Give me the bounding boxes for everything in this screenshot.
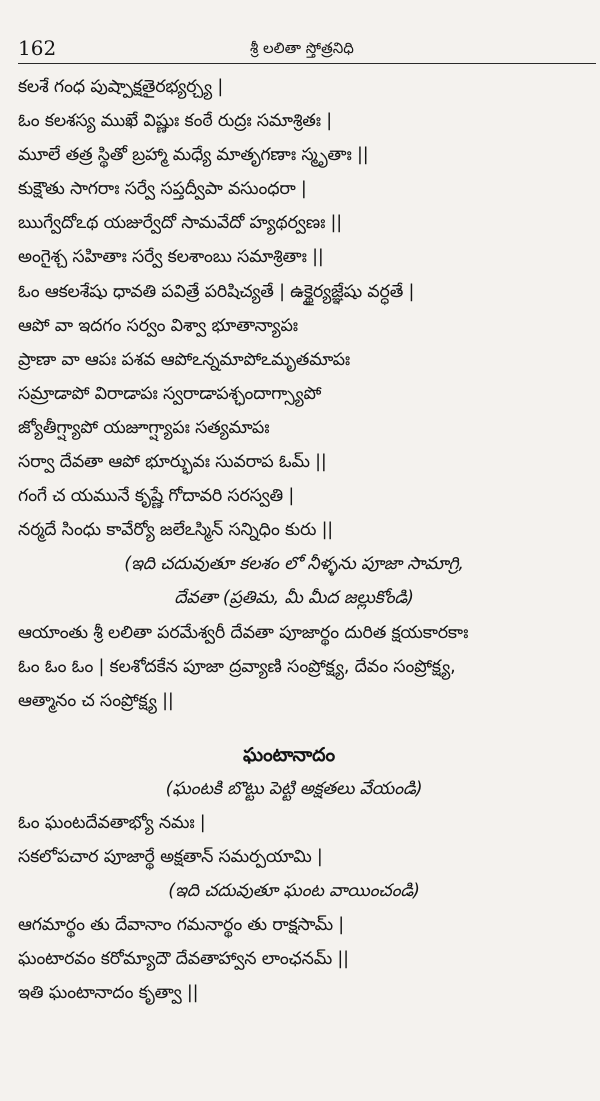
verse-line: ఓం కలశస్య ముఖే విష్ణుః కంఠే రుద్రః సమాశ్రితః | xyxy=(18,111,332,132)
verse-line: ఆగమార్థం తు దేవానాం గమనార్థం తు రాక్షసామ్ | xyxy=(18,915,344,936)
page-number: 162 xyxy=(18,36,57,60)
page-body xyxy=(18,70,590,1011)
verse-line: గంగే చ యమునే కృష్ణే గోదావరి సరస్వతి | xyxy=(18,486,295,507)
verse-line: కలశే గంధ పుష్పాక్షతైరభ్యర్చ్య | xyxy=(18,77,224,97)
verse-line: ఋగ్వేదోఽథ యజుర్వేదో సామవేదో హ్యథర్వణః || xyxy=(18,213,342,234)
instruction-note: (ఘంటకి బొట్టు పెట్టి అక్షతలు వేయండి) xyxy=(165,778,423,799)
verse-line: జ్యోతీగ్ష్యాపో యజూగ్ష్యాపః సత్యమాపః xyxy=(18,417,270,438)
verse-line: ఓం ఆకలశేషు ధావతి పవిత్రే పరిషిచ్యతే | ఉక్థైర్యజ్ఞేషు వర్ధతే | xyxy=(18,281,415,302)
page-header xyxy=(18,36,580,64)
verse-line: ఘంటారవం కరోమ్యాదౌ దేవతాహ్వాన లాంఛనమ్ || xyxy=(18,949,349,970)
section-gap xyxy=(18,718,590,738)
verse-line: సమ్రాడాపో విరాడాపః స్వరాడాపశ్ఛందాగ్స్యాపో xyxy=(18,383,322,404)
running-title: శ్రీ లలితా స్తోత్రనిధి xyxy=(250,39,354,57)
header-rule xyxy=(18,63,596,64)
instruction-note: (ఇది చదువుతూ కలశం లో నీళ్ళను పూజా సామాగ్రి, xyxy=(124,554,464,575)
verse-line: నర్మదే సింధు కావేర్యో జలేఽస్మిన్ సన్నిధిం కురు || xyxy=(18,520,333,541)
instruction-note: (ఇది చదువుతూ ఘంట వాయించండి) xyxy=(168,881,420,902)
verse-line: కుక్షౌతు సాగరాః సర్వే సప్తద్వీపా వసుంధరా | xyxy=(18,179,307,200)
verse-line: ఆత్మానం చ సంప్రోక్ష్య || xyxy=(18,690,174,711)
verse-line: ఓం ఘంటదేవతాభ్యో నమః | xyxy=(18,812,206,833)
verse-line: ఆయాంతు శ్రీ లలితా పరమేశ్వరీ దేవతా పూజార్థం దురిత క్షయకారకాః xyxy=(18,622,469,643)
verse-line: ఇతి ఘంటానాదం కృత్వా || xyxy=(18,983,199,1004)
verse-line: ఓం ఓం ఓం | కలశోదకేన పూజా ద్రవ్యాణి సంప్రోక్ష్య, దేవం సంప్రోక్ష్య, xyxy=(18,656,456,677)
verse-line: సకలోపచార పూజార్థే అక్షతాన్ సమర్పయామి | xyxy=(18,847,323,868)
verse-line: ప్రాణా వా ఆపః పశవ ఆపోఽన్నమాపోఽమృతమాపః xyxy=(18,349,351,370)
instruction-note: దేవతా (ప్రతిమ, మీ మీద జల్లుకోండి) xyxy=(174,588,414,609)
verse-line: అంగైశ్చ సహితాః సర్వే కలశాంబు సమాశ్రితాః || xyxy=(18,247,324,268)
verse-line: సర్వా దేవతా ఆపో భూర్భువః సువరాప ఓమ్ || xyxy=(18,452,327,473)
verse-line: ఆపో వా ఇదగం సర్వం విశ్వా భూతాన్యాపః xyxy=(18,315,298,336)
verse-line: మూలే తత్ర స్థితో బ్రహ్మా మధ్యే మాతృగణాః స్మృతాః || xyxy=(18,145,369,166)
section-heading: ఘంటానాదం xyxy=(243,743,335,766)
